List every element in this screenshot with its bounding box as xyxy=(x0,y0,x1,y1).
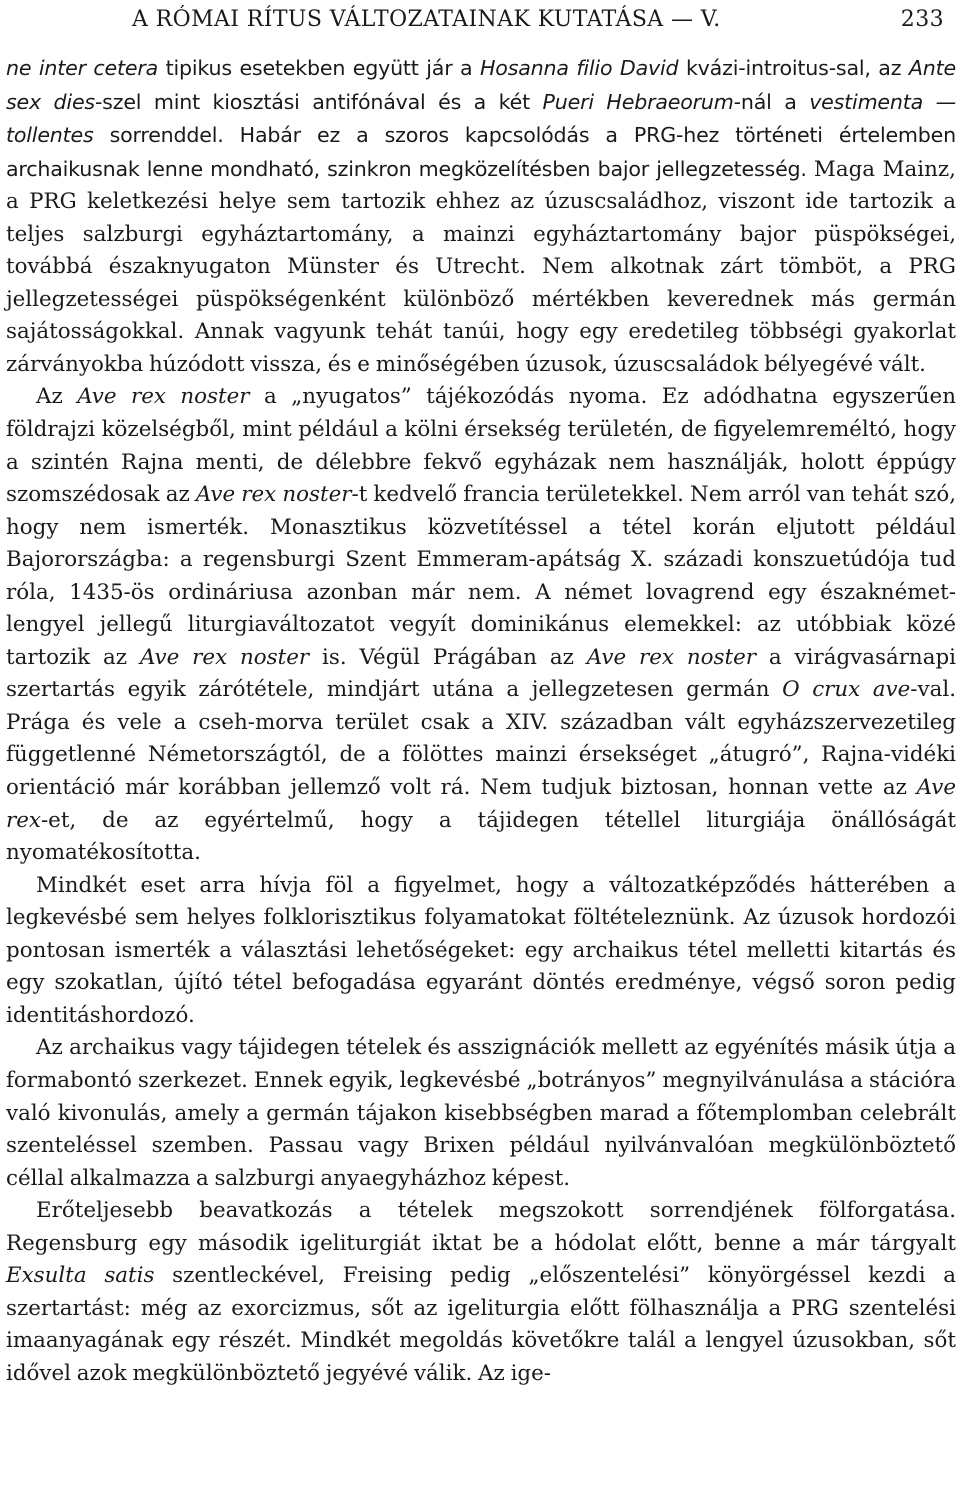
body-text xyxy=(6,52,956,1390)
page-number: 233 xyxy=(900,7,944,32)
paragraph xyxy=(6,1032,956,1195)
italic-text-segment: Hosanna filio David xyxy=(480,56,679,80)
text-segment: sorrenddel. Habár ez a szoros kapcsolódás a PRG-hez történeti értelemben archaikusnak lenne mondható, szinkron megközelítésben bajor jellegzetesség. xyxy=(6,123,956,181)
italic-text-segment: Pueri Hebraeorum xyxy=(542,89,734,114)
italic-text-segment: Ave rex noster xyxy=(195,482,352,508)
italic-text-segment: Ave rex noster xyxy=(77,384,250,410)
text-segment: szentleckével, Freising pedig „előszentelési” könyörgéssel kezdi a szertartást: még az exorcizmus, sőt az igeliturgia előtt fölhasználja a PRG szentelési imaanyagának egy részét. Mindkét megoldás követőkre talál a lengyel úzusokban, sőt idővel azok megkülönböztető jegyévé válik. Az ige- xyxy=(6,1263,956,1386)
text-segment: a virágvasárnapi szertartás egyik zárótétele, mindjárt utána a jellegzetesen germán xyxy=(6,644,956,703)
text-segment: tipikus esetekben együtt jár a xyxy=(158,56,481,80)
text-segment: -nál a xyxy=(733,89,810,114)
italic-text-segment: vestimenta — tollentes xyxy=(6,89,957,148)
text-segment: -val. Prága és vele a cseh-morva terület csak a XIV. században vált egyházszervezetileg függetlenné Németországtól, de a fölöttes mainzi érsekséget „átugró”, Rajna-vidéki orientáció már korábban jellemző volt rá. Nem tudjuk biztosan, honnan vette az xyxy=(6,677,956,801)
text-segment: Maga Mainz, a PRG keletkezési helye sem tartozik ehhez az úzuscsaládhoz, viszont ide tartozik a teljes salzburgi egyháztartomány, a mainzi egyháztartomány bajor püspökségei, továbbá északnyugaton Münster és Utrecht. Nem alkotnak zárt tömböt, a PRG jellegzetességei püspökségenként különböző mértékben keverednek más germán sajátosságokkal. Annak vagyunk tehát tanúi, hogy egy eredetileg többségi gyakorlat zárványokba húzódott vissza, és e minőségében úzusok, úzuscsaládok bélyegévé vált. xyxy=(6,156,956,377)
running-head-title: A RÓMAI RÍTUS VÁLTOZATAINAK KUTATÁSA — V. xyxy=(132,7,721,32)
text-segment: -t kedvelő francia területekkel. Nem arról van tehát szó, hogy nem ismerték. Monasztikus közvetítéssel a tétel korán eljutott például Bajorországba: a regensburgi Szent Emmeram-apátság X. századi konszuetúdója tud róla, 1435-ös ordináriusa azonban már nem. A német lovagrend egy északnémet-lengyel jellegű liturgiaváltozatot vegyít dominikánus elemekkel: az utóbbiak közé tartozik az xyxy=(6,482,956,670)
text-segment: Mindkét eset arra hívja föl a figyelmet, hogy a változatképződés hátterében a legkevésbé sem helyes folklorisztikus folyamatokat föltételeznünk. Az úzusok hordozói pontosan ismerték a választási lehetőségeket: egy archaikus tétel melletti kitartás és egy szokatlan, újító tétel befogadása egyaránt döntés eredménye, végső soron pedig identitáshordozó. xyxy=(6,872,956,1028)
text-segment: kvázi-introitus-sal, az xyxy=(678,56,909,80)
paragraph xyxy=(6,381,956,869)
paragraph xyxy=(6,1195,956,1390)
text-segment: a „nyugatos” tájékozódás nyoma. Ez adódhatna egyszerűen földrajzi közelségből, mint például a kölni érsekség területén, de figyelemreméltó, hogy a szintén Rajna menti, de délebbre fekvő egyházak nem használják, holott éppúgy szomszédosak az xyxy=(6,384,956,508)
italic-text-segment: O crux ave xyxy=(782,677,911,703)
italic-text-segment: ne inter cetera xyxy=(6,56,159,80)
italic-text-segment: Ante sex dies xyxy=(6,56,956,114)
text-segment: Az archaikus vagy tájidegen tételek és asszignációk mellett az egyénítés másik útja a formabontó szerkezet. Ennek egyik, legkevésbé „botrányos” megnyilvánulása a stációra való kivonulás, amely a germán tájakon kisebbségben marad a főtemplomban celebrált szenteléssel szemben. Passau vagy Brixen például nyilvánvalóan megkülönböztető céllal alkalmazza a salzburgi anyaegyházhoz képest. xyxy=(6,1035,956,1191)
running-head xyxy=(6,0,956,52)
paragraph xyxy=(6,52,956,381)
text-segment: -szel mint kiosztási antifónával és a két xyxy=(94,89,543,114)
text-segment: -et, de az egyértelmű, hogy a tájidegen tétellel liturgiája önállóságát nyomatékosította. xyxy=(6,807,956,866)
text-segment: is. Végül Prágában az xyxy=(309,644,587,670)
text-segment: Az xyxy=(36,384,78,410)
italic-text-segment: Ave rex xyxy=(6,775,956,833)
italic-text-segment: Ave rex noster xyxy=(586,644,756,670)
italic-text-segment: Exsulta satis xyxy=(6,1263,155,1289)
text-segment: Erőteljesebb beavatkozás a tételek megszokott sorrendjének fölforgatása. Regensburg egy második igeliturgiát iktat be a hódolat előtt, benne a már tárgyalt xyxy=(6,1198,956,1256)
italic-text-segment: Ave rex noster xyxy=(139,644,310,670)
paragraph xyxy=(6,870,956,1033)
